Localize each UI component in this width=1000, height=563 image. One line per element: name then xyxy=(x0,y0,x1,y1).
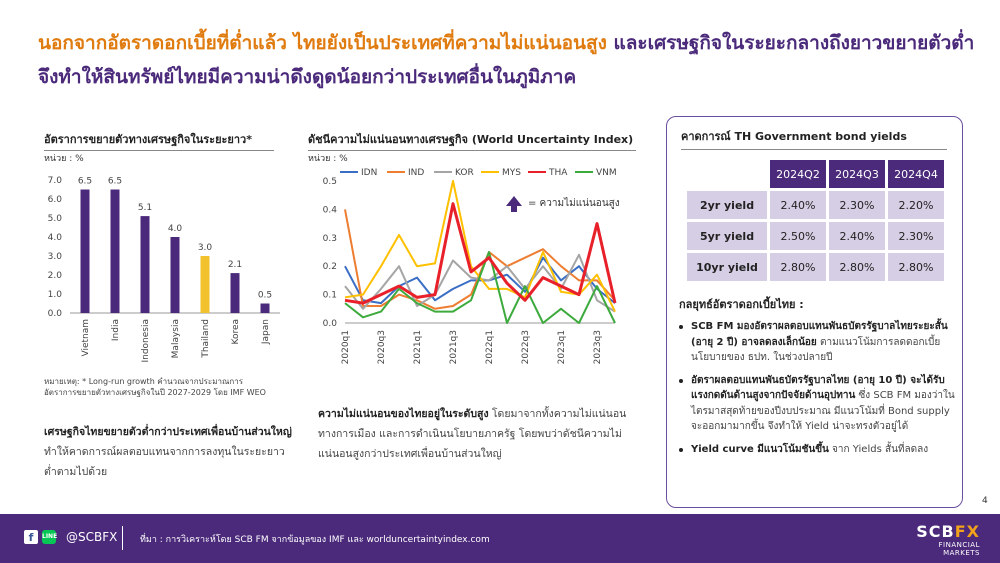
legend-label: IDN xyxy=(361,168,378,178)
bar xyxy=(201,256,210,313)
page-number: 4 xyxy=(982,496,988,506)
y-tick-label: 5.0 xyxy=(47,214,62,224)
source-note: ที่มา : การวิเคราะห์โดย SCB FM จากข้อมูลของ IMF และ worlduncertaintyindex.com xyxy=(140,535,490,545)
bar xyxy=(171,237,180,313)
yield-table xyxy=(684,157,947,284)
x-tick-label: Vietnam xyxy=(81,319,91,357)
bar xyxy=(261,304,270,314)
yield-cell: 2.30% xyxy=(829,191,885,219)
data-label: 6.5 xyxy=(77,176,93,187)
wui-commentary xyxy=(318,404,630,464)
brand-sub1: FINANCIAL xyxy=(938,541,980,549)
bullet-bold: Yield curve มีแนวโน้มชันขึ้น xyxy=(691,443,829,455)
table-row xyxy=(687,253,944,281)
wui-commentary-rest: โดยมาจากทั้งความไม่แน่นอนทางการเมือง และการดำเนินนโยบายภาครัฐ โดยพบว่าดัชนีความไม่แน่นอนสูงกว่าประเทศเพื่อนบ้านส่วนใหญ่ xyxy=(318,408,627,460)
gdp-commentary-bold: เศรษฐกิจไทยขยายตัวต่ำกว่าประเทศเพื่อนบ้านส่วนใหญ่ xyxy=(44,426,292,438)
y-tick-label: 3.0 xyxy=(47,252,62,262)
yield-cell: 2.40% xyxy=(770,191,826,219)
y-tick-label: 0.0 xyxy=(47,309,62,319)
legend-label: VNM xyxy=(596,168,617,178)
y-tick-label: 0.5 xyxy=(322,177,337,187)
arrow-label: = ความไม่แน่นอนสูง xyxy=(528,198,620,209)
table-row xyxy=(687,222,944,250)
y-tick-label: 2.0 xyxy=(47,271,62,281)
legend-label: IND xyxy=(408,168,425,178)
yield-header-cell: 2024Q3 xyxy=(829,160,885,188)
x-tick-label: Indonesia xyxy=(141,319,151,363)
x-tick-label: 2022q1 xyxy=(485,330,495,365)
list-item xyxy=(677,442,957,458)
x-tick-label: 2023q1 xyxy=(557,330,567,365)
bar xyxy=(81,190,90,314)
yield-cell: 2.40% xyxy=(829,222,885,250)
wui-chart-title: ดัชนีความไม่แน่นอนทางเศรษฐกิจ (World Uncertainty Index) xyxy=(308,130,636,151)
x-tick-label: Korea xyxy=(231,319,241,345)
yield-header-cell: 2024Q4 xyxy=(888,160,944,188)
bar xyxy=(231,273,240,313)
brand-scb: SCB xyxy=(916,522,955,541)
footer xyxy=(0,514,1000,563)
y-tick-label: 0.3 xyxy=(322,233,337,244)
strategy-list xyxy=(677,319,957,464)
bar xyxy=(111,190,120,314)
gdp-chart-unit: หน่วย : % xyxy=(44,154,84,164)
bond-yield-panel xyxy=(666,116,963,508)
line-icon[interactable]: LINE xyxy=(42,530,56,544)
up-arrow-icon xyxy=(506,196,522,212)
yield-cell: 2.30% xyxy=(888,222,944,250)
yield-table-header xyxy=(687,160,944,188)
bar xyxy=(141,216,150,313)
y-tick-label: 0.1 xyxy=(322,290,337,301)
data-label: 4.0 xyxy=(167,224,183,234)
data-label: 2.1 xyxy=(227,260,243,271)
headline-purple: และเศรษฐกิจในระยะกลางถึงยาวขยายตัวต่ำ xyxy=(606,32,975,54)
x-tick-label: 2020q3 xyxy=(377,330,387,365)
gdp-chart-title: อัตราการขยายตัวทางเศรษฐกิจในระยะยาว* xyxy=(44,130,274,151)
bullet-bold: SCB FM มองอัตราผลตอบแทนพันธบัตรรัฐบาลไทยระยะสั้น (อายุ 2 ปี) อาจลดลงเล็กน้อย xyxy=(691,321,948,348)
y-tick-label: 1.0 xyxy=(47,290,62,300)
y-tick-label: 6.0 xyxy=(47,195,62,205)
gdp-note-line2: อัตราการขยายตัวทางเศรษฐกิจในปี 2027-2029 โดย IMF WEO xyxy=(44,388,266,397)
bullet-bold: อัตราผลตอบแทนพันธบัตรรัฐบาลไทย (อายุ 10 ปี) จะได้รับแรงกดดันด้านสูงจากปัจจัยด้านอุปทาน xyxy=(691,374,945,401)
bullet-rest: จาก Yields สั้นที่ลดลง xyxy=(828,443,929,455)
yield-cell: 2.80% xyxy=(888,253,944,281)
gdp-commentary-rest: ทำให้คาดการณ์ผลตอบแทนจากการลงทุนในระยะยาว ต่ำตามไปด้วย xyxy=(44,446,285,478)
legend-label: THA xyxy=(549,168,568,178)
headline-line2: จึงทำให้สินทรัพย์ไทยมีความน่าดึงดูดน้อยกว่าประเทศอื่นในภูมิภาค xyxy=(38,66,577,88)
headline xyxy=(38,26,998,94)
y-tick-label: 4.0 xyxy=(47,233,62,243)
data-label: 5.1 xyxy=(137,203,153,214)
x-tick-label: Thailand xyxy=(201,319,211,358)
list-item xyxy=(677,319,957,366)
gdp-bar-chart xyxy=(40,160,290,375)
headline-orange: นอกจากอัตราดอกเบี้ยที่ต่ำแล้ว ไทยยังเป็นประเทศที่ความไม่แน่นอนสูง xyxy=(38,32,607,54)
x-tick-label: 2020q1 xyxy=(341,330,351,365)
yield-table-corner xyxy=(687,160,767,188)
wui-commentary-bold: ความไม่แน่นอนของไทยอยู่ในระดับสูง xyxy=(318,408,489,420)
list-item xyxy=(677,373,957,435)
table-row xyxy=(687,191,944,219)
data-label: 6.5 xyxy=(107,176,123,187)
legend-label: KOR xyxy=(455,168,474,178)
brand-fx: FX xyxy=(954,522,980,541)
x-tick-label: Malaysia xyxy=(171,319,181,359)
x-tick-label: Japan xyxy=(261,319,271,345)
footer-divider xyxy=(122,526,123,550)
yield-cell: 2.80% xyxy=(770,253,826,281)
wui-chart-unit: หน่วย : % xyxy=(308,154,348,164)
x-tick-label: 2021q1 xyxy=(413,330,423,365)
strategy-title: กลยุทธ์อัตราดอกเบี้ยไทย : xyxy=(679,298,804,311)
brand-logo xyxy=(900,522,980,557)
y-tick-label: 0.4 xyxy=(322,205,337,216)
series-line-tha xyxy=(345,204,615,303)
bullet-rest: ซึ่ง SCB FM มองว่าในไตรมาสสุดท้ายของปีงบประมาณ มีแนวโน้มที่ Bond supply จะออกมามากขึ้น จึงทำให้ Yield น่าจะทรงตัวอยู่ได้ xyxy=(691,390,955,432)
gdp-chart-note xyxy=(44,376,294,398)
y-tick-label: 7.0 xyxy=(47,176,62,186)
x-tick-label: 2021q3 xyxy=(449,330,459,365)
panel-title: คาดการณ์ TH Government bond yields xyxy=(681,127,947,150)
y-tick-label: 0.0 xyxy=(322,319,337,329)
brand-sub2: MARKETS xyxy=(943,549,980,557)
social-links xyxy=(24,530,117,544)
data-label: 0.5 xyxy=(257,290,273,301)
row-label: 2yr yield xyxy=(687,191,767,219)
yield-cell: 2.80% xyxy=(829,253,885,281)
x-tick-label: India xyxy=(111,319,121,342)
gdp-commentary xyxy=(44,422,292,482)
gdp-note-line1: หมายเหตุ: * Long-run growth คำนวณจากประมาณการ xyxy=(44,377,244,386)
data-label: 3.0 xyxy=(197,243,213,253)
facebook-icon[interactable]: f xyxy=(24,530,38,544)
yield-cell: 2.50% xyxy=(770,222,826,250)
yield-header-cell: 2024Q2 xyxy=(770,160,826,188)
row-label: 10yr yield xyxy=(687,253,767,281)
x-tick-label: 2023q3 xyxy=(593,330,603,365)
y-tick-label: 0.2 xyxy=(322,262,337,273)
wui-line-chart xyxy=(300,160,645,382)
row-label: 5yr yield xyxy=(687,222,767,250)
yield-cell: 2.20% xyxy=(888,191,944,219)
x-tick-label: 2022q3 xyxy=(521,330,531,365)
bullet-rest: ตามแนวโน้มการลดดอกเบี้ยนโยบายของ ธปท. ในช่วงปลายปี xyxy=(691,336,941,363)
social-handle: @SCBFX xyxy=(66,530,118,544)
legend-label: MYS xyxy=(502,168,521,178)
